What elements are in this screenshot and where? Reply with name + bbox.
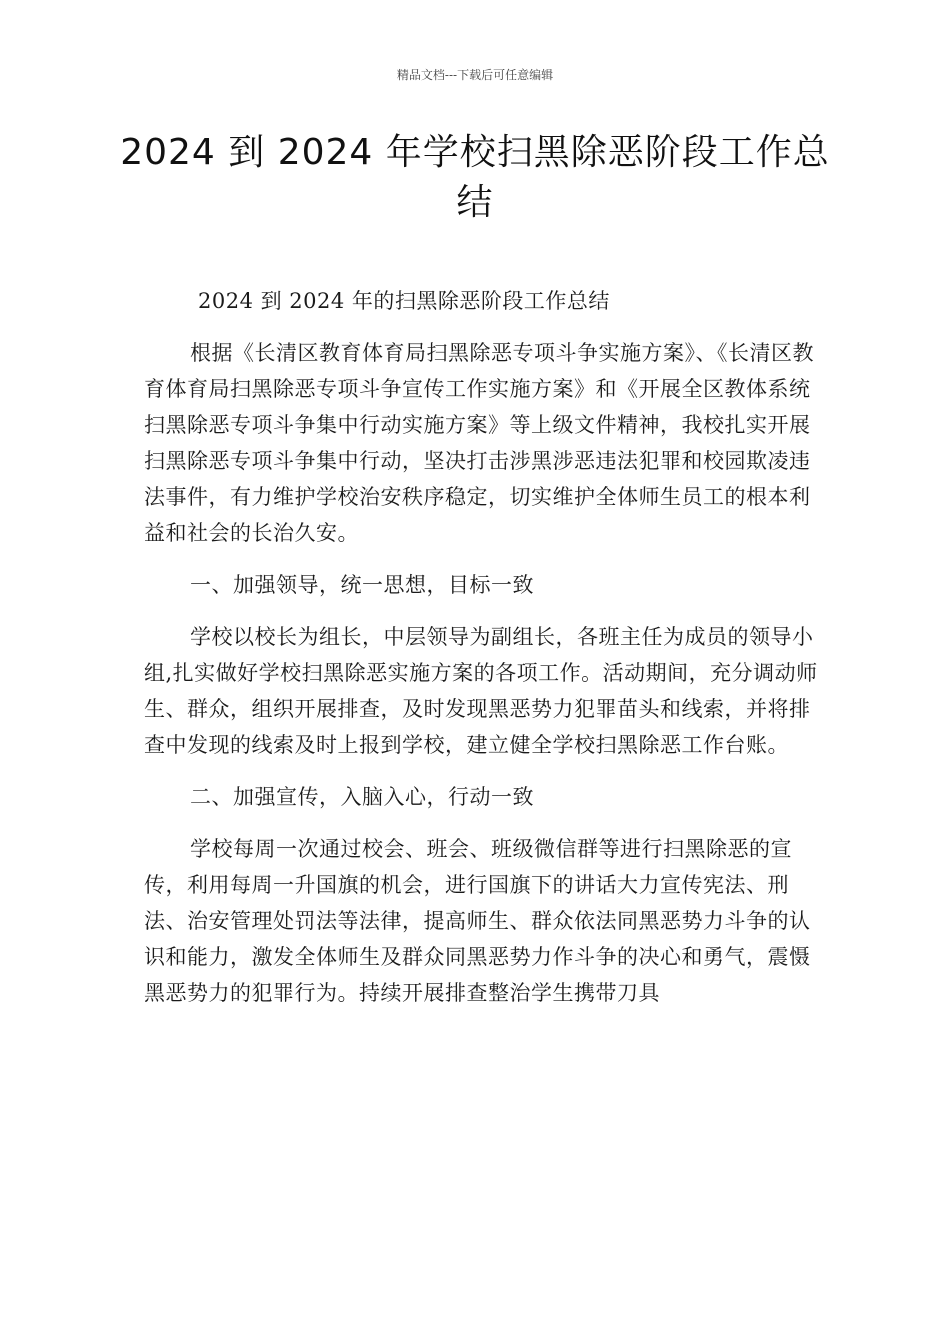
section-heading-2: 二、加强宣传，入脑入心，行动一致 [190, 785, 534, 809]
section-heading-1: 一、加强领导，统一思想，目标一致 [190, 573, 534, 597]
paragraph-section-2: 学校每周一次通过校会、班会、班级微信群等进行扫黑除恶的宣传，利用每周一升国旗的机会，进行国旗下的讲话大力宣传宪法、刑法、治安管理处罚法等法律，提高师生、群众依法同黑恶势力斗争的认识和能力，激发全体师生及群众同黑恶势力作斗争的决心和勇气，震慑黑恶势力的犯罪行为。持续开展排查整治学生携带刀具 [144, 837, 811, 1005]
paragraph-section-1: 学校以校长为组长，中层领导为副组长，各班主任为成员的领导小组,扎实做好学校扫黑除恶实施方案的各项工作。活动期间，充分调动师生、群众，组织开展排查，及时发现黑恶势力犯罪苗头和线索，并将排查中发现的线索及时上报到学校，建立健全学校扫黑除恶工作台账。 [144, 625, 818, 757]
paragraph-intro: 根据《长清区教育体育局扫黑除恶专项斗争实施方案》、《长清区教育体育局扫黑除恶专项斗争宣传工作实施方案》和《开展全区教体系统扫黑除恶专项斗争集中行动实施方案》等上级文件精神，我校扎实开展扫黑除恶专项斗争集中行动，坚决打击涉黑涉恶违法犯罪和校园欺凌违法事件，有力维护学校治安秩序稳定，切实维护全体师生员工的根本利益和社会的长治久安。 [144, 341, 814, 545]
document-body [144, 283, 824, 1011]
header-note: 精品文档---下载后可任意编辑 [396, 68, 554, 82]
subtitle: 2024 到 2024 年的扫黑除恶阶段工作总结 [198, 289, 610, 313]
document-title: 2024 到 2024 年学校扫黑除恶阶段工作总结 [120, 132, 830, 223]
